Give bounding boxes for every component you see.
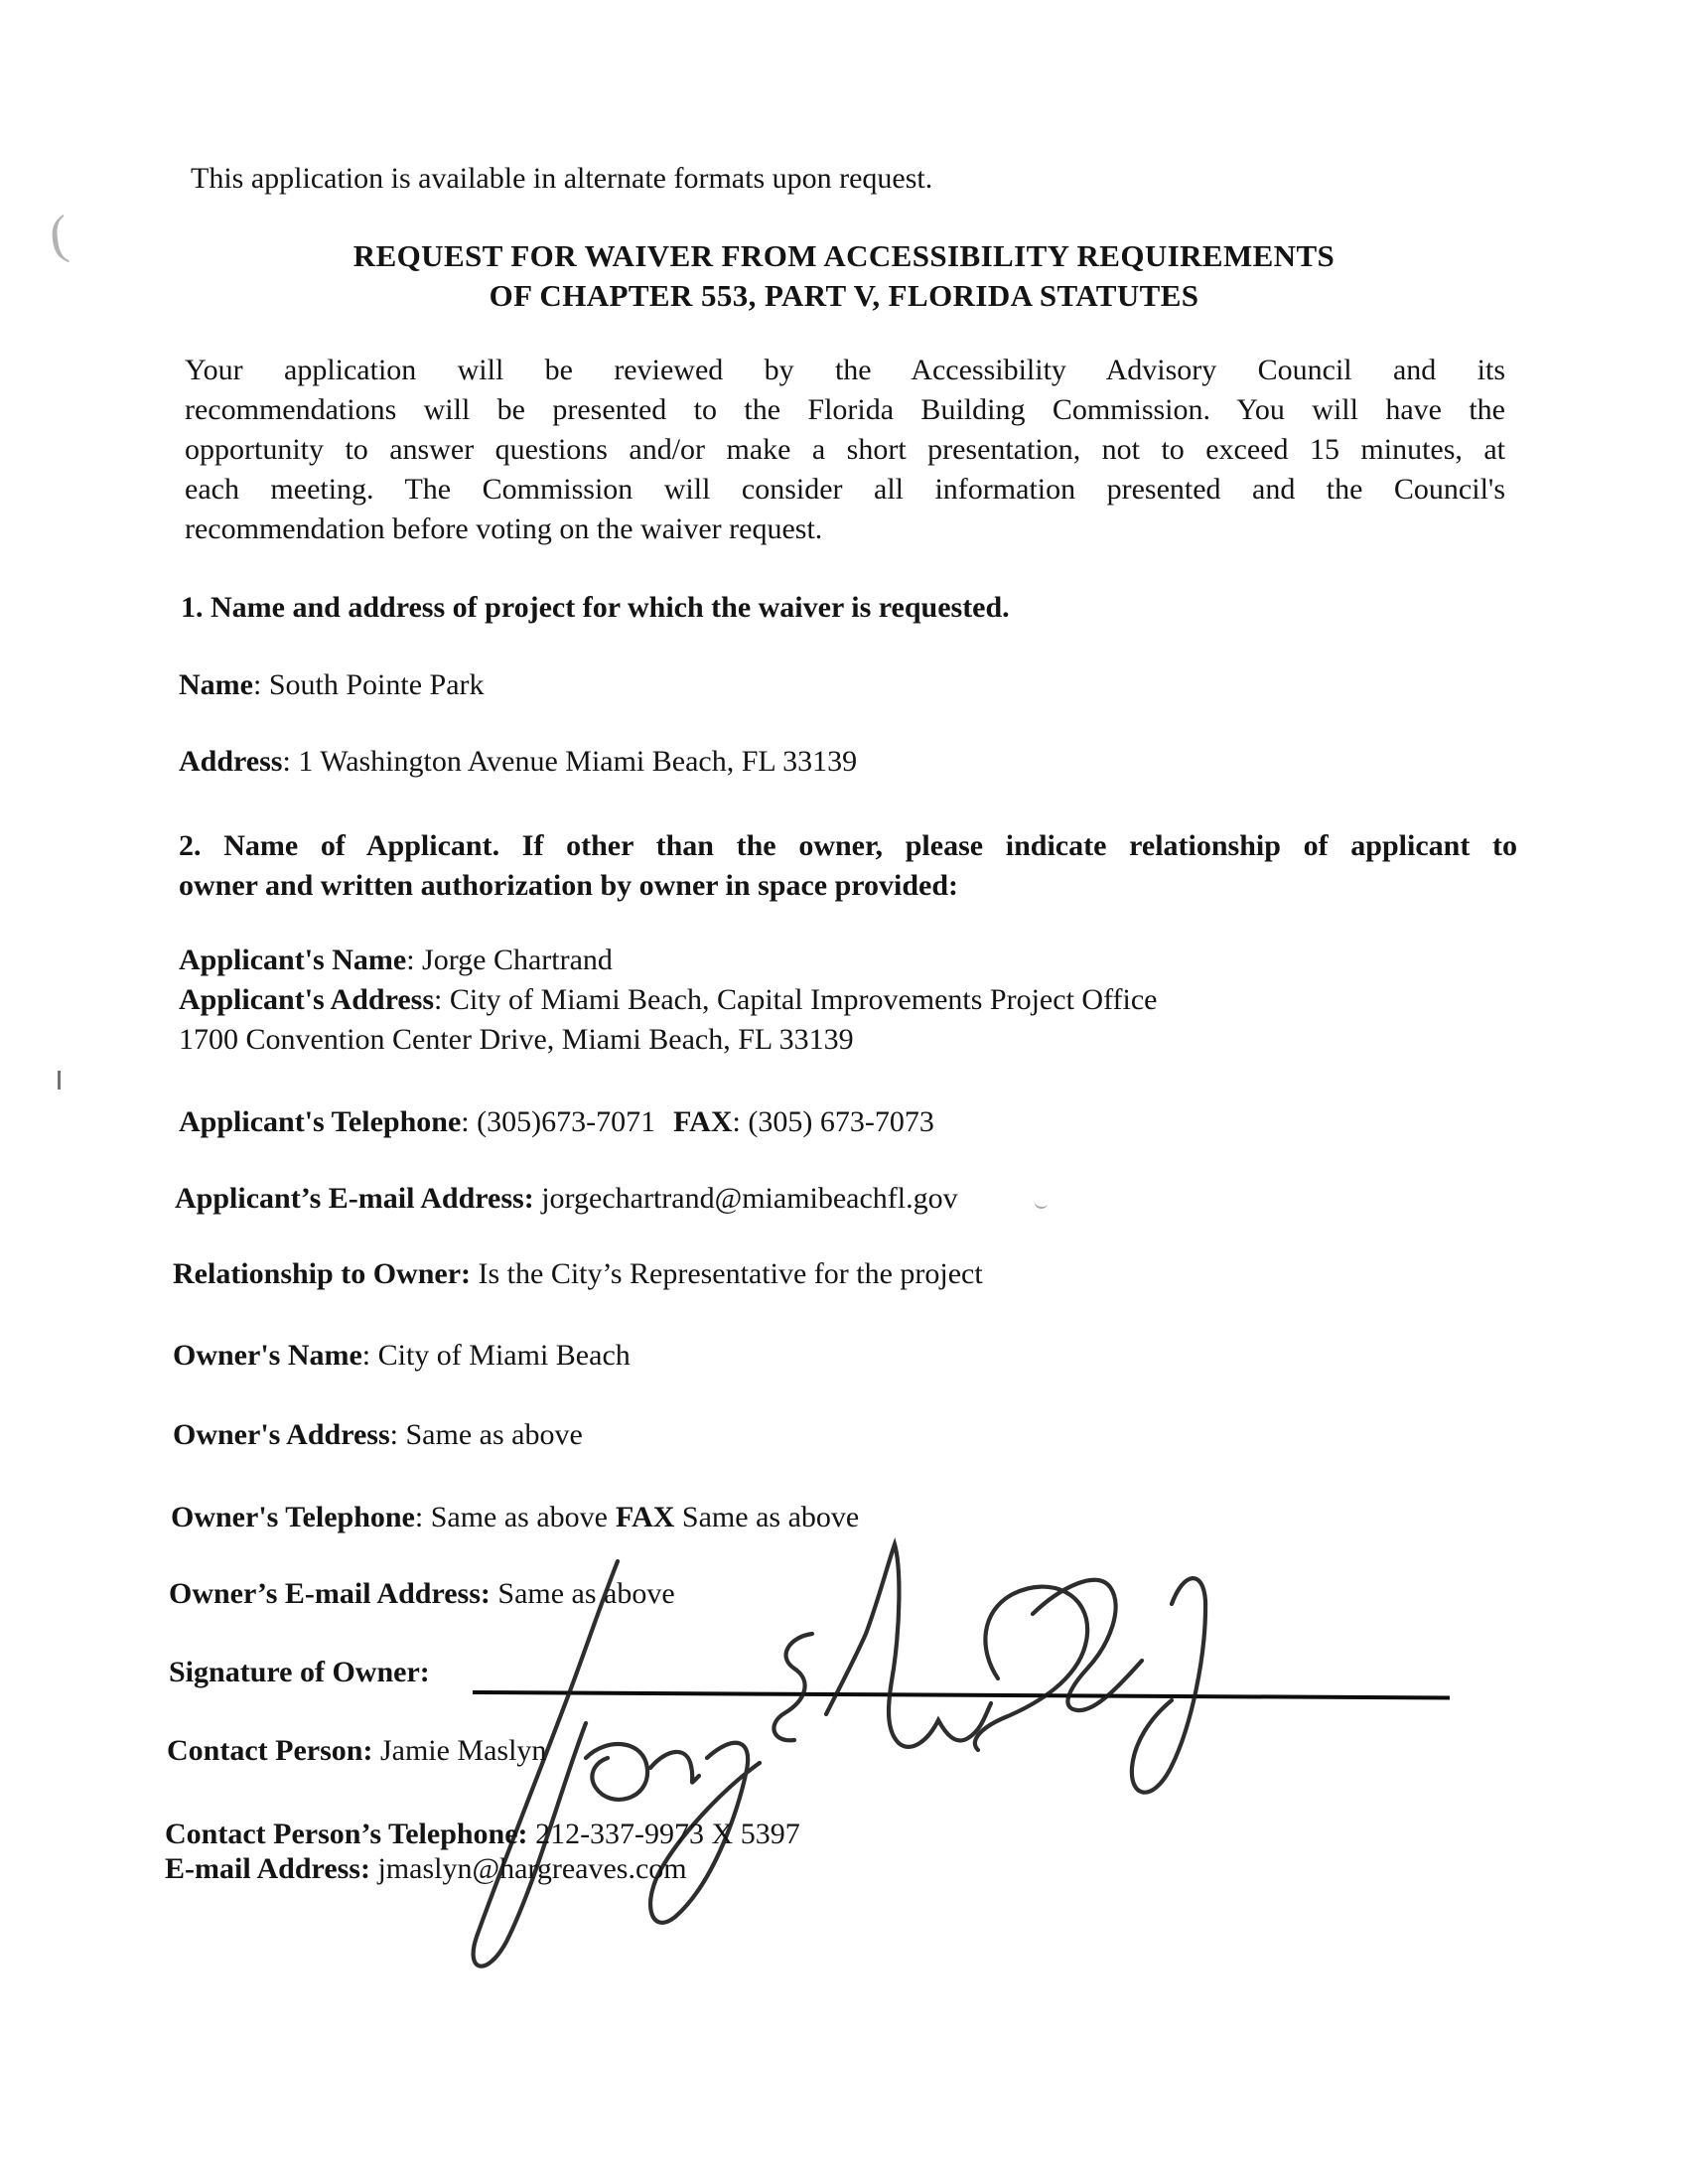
document-title-line1: REQUEST FOR WAIVER FROM ACCESSIBILITY REQUIREMENTS <box>352 238 1336 273</box>
project-address-value: : 1 Washington Avenue Miami Beach, FL 33139 <box>282 745 858 778</box>
applicant-telephone-value: : (305)673-7071 <box>461 1105 656 1138</box>
project-address-field <box>179 742 857 782</box>
owner-name-field <box>173 1336 631 1376</box>
owner-telephone-value: : Same as above <box>414 1501 608 1533</box>
project-name-value: : South Pointe Park <box>252 668 485 701</box>
document-title <box>0 236 1688 316</box>
applicant-block <box>179 941 1157 1060</box>
intro-line: recommendations will be presented to the Florida Building Commission. You will have the <box>185 393 1505 426</box>
applicant-email-value: jorgechartrand@miamibeachfl.gov <box>533 1182 958 1215</box>
owner-email-value: Same as above <box>490 1577 675 1610</box>
applicant-telephone-label: Applicant's Telephone <box>179 1105 462 1138</box>
scan-artifact-parenthesis: ( <box>46 204 71 265</box>
applicant-name-label: Applicant's Name <box>179 944 407 976</box>
notice-line: This application is available in alternate formats upon request. <box>191 162 933 195</box>
contact-person-label: Contact Person: <box>167 1734 373 1767</box>
section2-heading-line1: 2. Name of Applicant. If other than the owner, please indicate relationship of applicant to <box>179 829 1517 862</box>
applicant-fax-value: : (305) 673-7073 <box>732 1105 934 1138</box>
owner-name-value: : City of Miami Beach <box>361 1339 631 1372</box>
intro-line: Your application will be reviewed by the Accessibility Advisory Council and its <box>185 354 1505 386</box>
owner-fax-label: FAX <box>615 1501 675 1533</box>
intro-paragraph <box>185 351 1505 549</box>
section2-heading <box>179 826 1517 906</box>
owner-telephone-label: Owner's Telephone <box>171 1501 415 1533</box>
owner-name-label: Owner's Name <box>173 1339 362 1372</box>
contact-telephone-field <box>165 1815 800 1854</box>
contact-telephone-value: 212-337-9973 X 5397 <box>527 1818 800 1850</box>
section1-heading: 1. Name and address of project for which the waiver is requested. <box>181 591 1010 624</box>
project-address-label: Address <box>179 745 283 778</box>
owner-address-field <box>173 1415 583 1455</box>
scan-artifact-tick <box>58 1071 61 1090</box>
applicant-email-label: Applicant’s E-mail Address: <box>175 1182 534 1215</box>
applicant-address-line2: 1700 Convention Center Drive, Miami Beach, FL 33139 <box>179 1023 854 1056</box>
owner-email-label: Owner’s E-mail Address: <box>169 1577 491 1610</box>
signature-of-owner-label: Signature of Owner: <box>169 1656 430 1688</box>
owner-fax-value: Same as above <box>674 1501 860 1533</box>
applicant-telephone-field <box>179 1102 934 1142</box>
applicant-name-field <box>179 941 1157 980</box>
intro-line: each meeting. The Commission will consider all information presented and the Council's <box>185 473 1505 506</box>
document-title-line2: OF CHAPTER 553, PART V, FLORIDA STATUTES <box>489 278 1199 313</box>
project-name-field <box>179 665 485 705</box>
contact-email-label: E-mail Address: <box>165 1852 370 1885</box>
contact-person-value: Jamie Maslyn <box>372 1734 547 1767</box>
contact-email-field <box>165 1849 687 1889</box>
project-name-label: Name <box>179 668 253 701</box>
relationship-field <box>173 1254 983 1294</box>
owner-address-value: : Same as above <box>389 1418 583 1451</box>
contact-telephone-label: Contact Person’s Telephone: <box>165 1818 528 1850</box>
applicant-address-label: Applicant's Address <box>179 983 435 1016</box>
relationship-value: Is the City’s Representative for the project <box>471 1257 983 1290</box>
owner-address-label: Owner's Address <box>173 1418 390 1451</box>
contact-person-field <box>167 1731 546 1771</box>
contact-email-value: jmaslyn@hargreaves.com <box>369 1852 687 1885</box>
applicant-address-field <box>179 980 1157 1020</box>
intro-line: recommendation before voting on the waiver request. <box>185 512 823 545</box>
applicant-name-value: : Jorge Chartrand <box>406 944 613 976</box>
relationship-label: Relationship to Owner: <box>173 1257 471 1290</box>
applicant-address-value: : City of Miami Beach, Capital Improvements Project Office <box>434 983 1158 1016</box>
section2-heading-line2: owner and written authorization by owner in space provided: <box>179 869 959 902</box>
applicant-email-field <box>175 1179 958 1219</box>
intro-line: opportunity to answer questions and/or make a short presentation, not to exceed 15 minutes, at <box>185 433 1505 466</box>
applicant-fax-label: FAX <box>673 1105 733 1138</box>
scan-artifact-mark <box>1034 1197 1048 1210</box>
